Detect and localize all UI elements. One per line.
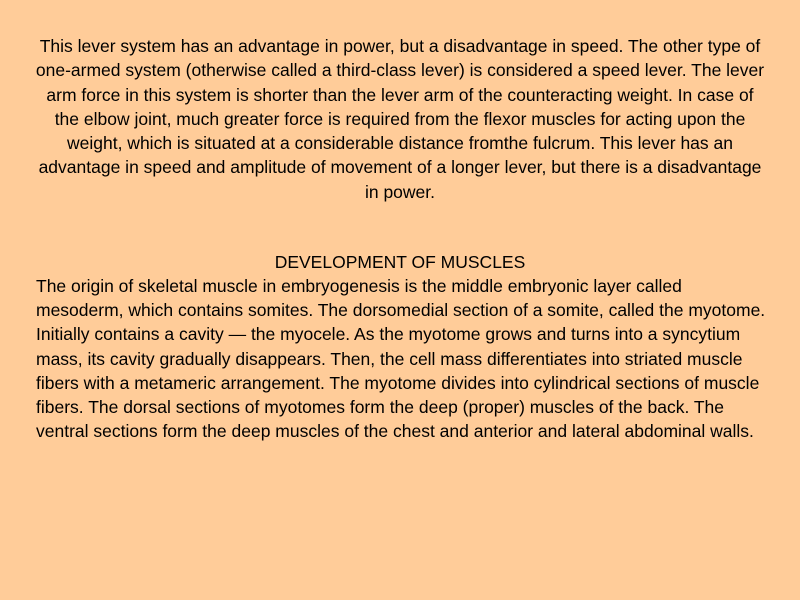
muscle-development-paragraph: The origin of skeletal muscle in embryogenesis is the middle embryonic layer called mesoderm, which contains somites. The dorsomedial section of a somite, called the myotome. Initially contains a cavity — the myocele. As the myotome grows and turns into a syncytium mass, its cavity gradually disappears. Then, the cell mass differentiates into striated muscle fibers with a metameric arrangement. The myotome divides into cylindrical sections of muscle fibers. The dorsal sections of myotomes form the deep (proper) muscles of the back. The ventral sections form the deep muscles of the chest and anterior and lateral abdominal walls. <box>36 276 766 442</box>
lever-system-paragraph: This lever system has an advantage in power, but a disadvantage in speed. The other type of one-armed system (otherwise called a third-class lever) is considered a speed lever. The lever arm force in this system is shorter than the lever arm of the counteracting weight. In case of the elbow joint, much greater force is required from the flexor muscles for acting upon the weight, which is situated at a considerable distance fromthe fulcrum. This lever has an advantage in speed and amplitude of movement of a longer lever, but there is a disadvantage in power. <box>35 36 765 202</box>
section-heading: DEVELOPMENT OF MUSCLES <box>274 252 526 272</box>
